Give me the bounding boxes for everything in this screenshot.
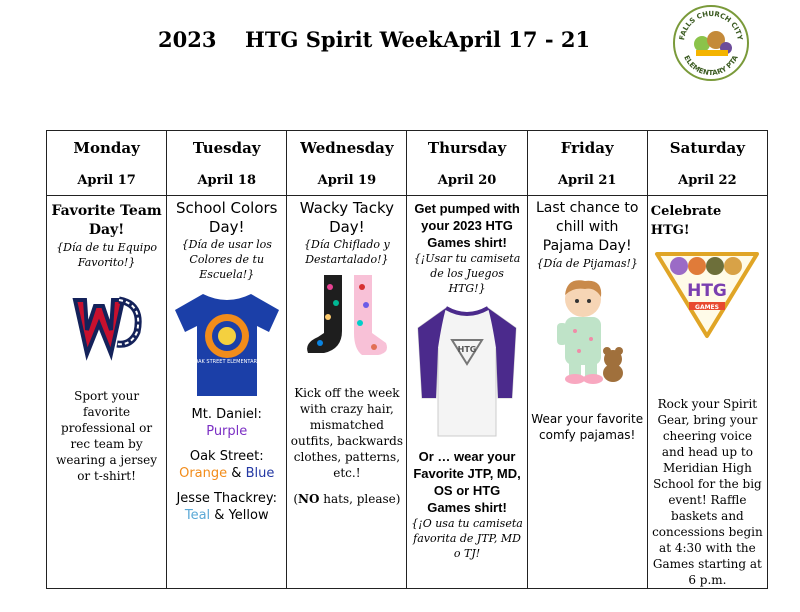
school2-color-blue: Blue <box>245 466 275 481</box>
friday-cell <box>527 196 647 589</box>
ampersand: & <box>214 508 225 523</box>
thursday-header <box>407 131 527 196</box>
saturday-description: Rock your Spirit Gear, bring your cheering voice and head up to Meridian High School for the big event! Raffle baskets and concessions begin at 4:30 with the Games starting at 6 p.m. <box>652 397 763 587</box>
svg-text:ELEMENTARY PTA: ELEMENTARY PTA <box>682 54 740 78</box>
title-year: 2023 <box>158 27 217 52</box>
saturday-header <box>647 131 767 196</box>
day-date: April 20 <box>437 173 497 188</box>
day-name: Friday <box>560 139 614 157</box>
day-name: Thursday <box>427 139 507 157</box>
day-name: Wednesday <box>300 139 394 157</box>
wednesday-note <box>290 491 403 507</box>
day-date: April 17 <box>77 173 136 188</box>
pta-logo <box>672 4 750 82</box>
thursday-theme: Get pumped with your 2023 HTG Games shirt! <box>414 201 520 250</box>
tuesday-cell <box>167 196 287 589</box>
school3-colors <box>170 507 283 524</box>
school2-color-orange: Orange <box>179 466 228 481</box>
day-date: April 22 <box>678 173 737 188</box>
note-open: ( <box>293 492 298 506</box>
nationals-w-logo-icon <box>65 284 149 368</box>
friday-description: Wear your favorite comfy pajamas! <box>531 412 644 442</box>
day-name: Tuesday <box>192 139 261 157</box>
title-text: HTG Spirit Week <box>245 27 443 52</box>
tuesday-spanish: {Día de usar los Colores de tu Escuela!} <box>181 238 272 281</box>
school2-name: Oak Street: <box>189 449 264 464</box>
pajama-kid-icon <box>545 275 629 387</box>
school1-name: Mt. Daniel: <box>191 407 262 422</box>
wednesday-description: Kick off the week with crazy hair, mismatched outfits, backwards clothes, patterns, etc.! <box>290 386 403 480</box>
tuesday-theme: School Colors Day! <box>175 199 278 236</box>
friday-theme: Last chance to chill with Pajama Day! <box>535 200 639 254</box>
monday-description: Sport your favorite professional or rec team by wearing a jersey or t-shirt! <box>56 389 158 483</box>
wednesday-header <box>287 131 407 196</box>
saturday-cell <box>647 196 767 589</box>
friday-spanish: {Día de Pijamas!} <box>536 257 638 270</box>
monday-spanish: {Día de tu Equipo Favorito!} <box>56 241 157 269</box>
note-rest: hats, please) <box>319 492 401 506</box>
tshirt-text: OAK STREET ELEMENTARY <box>194 359 260 365</box>
htg-games-logo-icon <box>653 248 761 342</box>
school3-name: Jesse Thackrey: <box>176 491 277 506</box>
monday-cell <box>47 196 167 589</box>
htg-games-raglan-shirt-icon <box>412 302 522 440</box>
htg-shirt-text: HTG <box>457 345 477 354</box>
school3-color-teal: Teal <box>184 508 211 523</box>
svg-text:FALLS CHURCH CITY: FALLS CHURCH CITY <box>678 9 744 41</box>
day-name: Monday <box>73 139 140 157</box>
thursday-cell <box>407 196 527 589</box>
tuesday-header <box>167 131 287 196</box>
school3-color-yellow: Yellow <box>228 508 269 523</box>
day-date: April 21 <box>557 173 617 188</box>
wednesday-theme: Wacky Tacky Day! <box>299 199 395 236</box>
thursday-spanish: {¡Usar tu camiseta de los Juegos HTG!} <box>413 252 521 295</box>
thursday-alt: Or … wear your Favorite JTP, MD, OS or HTG Games shirt! <box>413 449 521 515</box>
ampersand: & <box>231 466 242 481</box>
htg-logo-sub: GAMES <box>695 304 720 311</box>
spirit-week-table <box>46 130 768 589</box>
day-date: April 18 <box>197 173 256 188</box>
saturday-theme: Celebrate HTG! <box>650 204 722 238</box>
title-dates: April 17 - 21 <box>443 27 591 52</box>
day-name: Saturday <box>669 139 745 157</box>
school2-colors <box>170 465 283 482</box>
friday-header <box>527 131 647 196</box>
day-date: April 19 <box>317 173 377 188</box>
wednesday-spanish: {Día Chiflado y Destartalado!} <box>304 238 390 266</box>
htg-logo-text: HTG <box>687 281 728 301</box>
monday-theme: Favorite Team Day! <box>51 203 162 238</box>
monday-header <box>47 131 167 196</box>
wednesday-cell <box>287 196 407 589</box>
school1-color: Purple <box>206 424 248 439</box>
blue-school-tshirt-icon <box>173 288 281 400</box>
note-bold: NO <box>298 492 320 506</box>
thursday-alt-spanish: {¡O usa tu camiseta favorita de JTP, MD o TJ! <box>411 517 523 560</box>
wacky-socks-icon <box>302 273 392 361</box>
